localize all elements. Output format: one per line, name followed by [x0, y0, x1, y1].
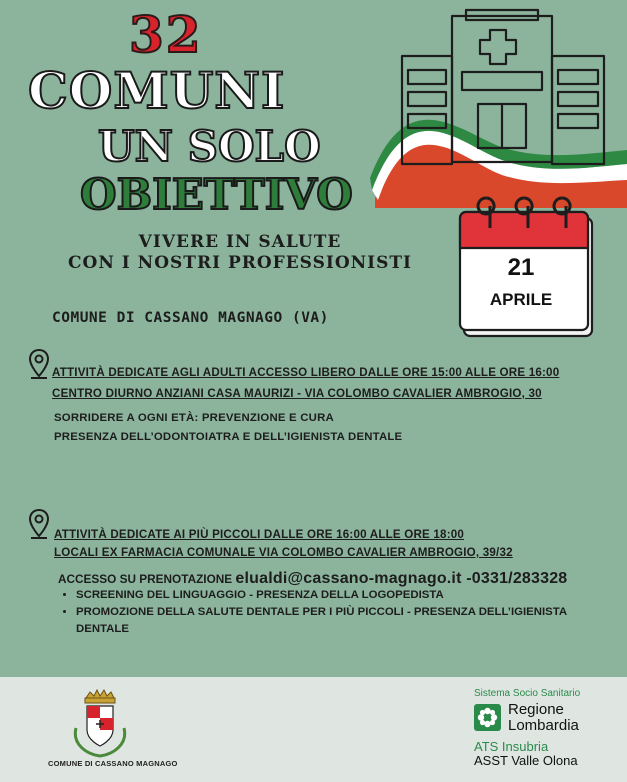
regione-lombardia-logo	[474, 704, 501, 731]
access-label: ACCESSO SU PRENOTAZIONE	[58, 572, 233, 586]
location-pin-icon	[28, 508, 50, 540]
services-list	[58, 587, 576, 638]
title-line-3: OBIETTIVO	[80, 170, 353, 219]
subtitle	[40, 232, 440, 274]
section1-title: ATTIVITÀ DEDICATE AGLI ADULTI ACCESSO LIBERO DALLE ORE 15:00 ALLE ORE 16:00	[52, 366, 560, 379]
calendar-month: APRILE	[489, 290, 553, 309]
section1-location: CENTRO DIURNO ANZIANI CASA MAURIZI - VIA COLOMBO CAVALIER AMBROGIO, 30	[52, 387, 542, 400]
section2-location: LOCALI EX FARMACIA COMUNALE VIA COLOMBO CAVALIER AMBROGIO, 39/32	[54, 546, 513, 559]
municipal-crest-logo	[70, 688, 130, 760]
list-item: • PROMOZIONE DELLA SALUTE DENTALE PER I PIÙ PICCOLI - PRESENZA DELL’IGIENISTA DENTALE	[76, 604, 576, 638]
access-info	[58, 570, 567, 588]
section1-body-1: SORRIDERE A OGNI ETÀ: PREVENZIONE E CURA	[54, 412, 334, 424]
ats-insubria: ATS Insubria	[474, 739, 549, 754]
section2-title: ATTIVITÀ DEDICATE AI PIÙ PICCOLI DALLE ORE 16:00 ALLE ORE 18:00	[54, 528, 465, 541]
subtitle-line-2: CON I NOSTRI PROFESSIONISTI	[68, 253, 412, 273]
calendar-day: 21	[507, 254, 535, 281]
contact-info[interactable]: elualdi@cassano-magnago.it -0331/283328	[235, 570, 568, 587]
list-item: • SCREENING DEL LINGUAGGIO - PRESENZA DELLA LOGOPEDISTA	[76, 587, 576, 604]
section1-body-2: PRESENZA DELL’ODONTOIATRA E DELL’IGIENISTA DENTALE	[54, 431, 403, 443]
title-number: 32	[129, 5, 203, 64]
location-pin-icon	[28, 348, 50, 380]
regione-line-1: Regione	[508, 701, 564, 718]
title-line-2: UN SOLO	[98, 122, 321, 171]
subtitle-line-1: VIVERE IN SALUTE	[138, 232, 342, 252]
lombardia-rose-icon	[474, 704, 501, 731]
crest-caption: COMUNE DI CASSANO MAGNAGO	[48, 759, 178, 768]
regione-line-2: Lombardia	[508, 717, 579, 734]
asst-valle-olona: ASST Valle Olona	[474, 753, 578, 768]
comune-name: COMUNE DI CASSANO MAGNAGO (VA)	[52, 310, 329, 326]
title-line-1: COMUNI	[28, 61, 286, 120]
hospital-illustration	[370, 8, 627, 208]
sistema-socio-sanitario: Sistema Socio Sanitario	[474, 688, 581, 699]
regione-lombardia-text	[508, 702, 579, 734]
